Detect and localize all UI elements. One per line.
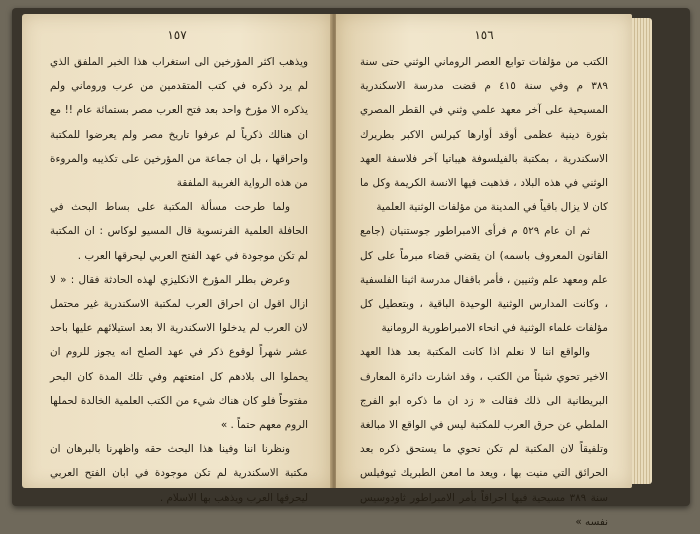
left-page-text	[50, 50, 308, 510]
left-page-number: ١٥٧	[167, 28, 187, 42]
right-page-text	[360, 50, 608, 534]
left-paragraph: وعرض بطلر المؤرخ الانكليزي لهذه الحادثة فقال : « لا ازال اقول ان احراق العرب لمكتبة الاسكندرية غير محتمل لان العرب لم يدخلوا الاسكندرية الا بعد استيلائهم عليها باحد عشر شهراً لوقوع ذكر في عهد الصلح انه يجوز للروم ان يحملوا الى بلادهم كل امتعتهم وفي تلك المدة كان البحر مفتوحاً فلو كان هناك شيء من الكتب العلمية الخالدة لحملها الروم معهم حتماً . »	[50, 273, 308, 432]
left-paragraph: ولما طرحت مسألة المكتبة على بساط البحث في الحافلة العلمية الفرنسوية قال المسيو لوكاس : ان المكتبة لم تكن موجودة في عهد الفتح العربي ليحرقها العرب .	[50, 201, 308, 262]
left-page	[22, 14, 332, 504]
right-paragraph: والواقع اننا لا نعلم اذا كانت المكتبة بعد هذا العهد الاخير تحوي شيئاً من الكتب ، وقد اشارت دائرة المعارف البريطانية الى ذلك فقالت « زد ان ما ذكره ابو الفرج الملطي عن حرق العرب للمكتبة ليس في الواقع الا مبالغة وتلفيقاً لان المكتبة لم تكن تحوي ما يستحق ذكره بعد الحرائق التي منيت بها ، ويعد ما امعن الطبريك ثيوفيلس سنة ٣٨٩ مسيحية فيها احراقاً بأمر الامبراطور ثاودوسيس نفسه »	[360, 346, 609, 528]
left-paragraph: ونظرنا اننا وفينا هذا البحث حقه واظهرنا بالبرهان ان مكتبة الاسكندرية لم تكن موجودة في ابان الفتح العربي ليحرقها العرب ويذهب بها الاسلام .	[50, 443, 308, 504]
right-paragraph: ثم ان عام ٥٢٩ م فرأى الامبراطور جوستنيان (جامع القانون المعروف باسمه) ان يقضي قضاء مبرماً على كل علم ومعهد علم وثنيين ، فأمر باقفال مدرسة اثينا الفلسفية ، وكانت المدارس الوثنية الوحيدة الباقية ، وبتعطيل كل مؤلفات علماء الوثنية في انحاء الامبراطورية الرومانية	[360, 225, 608, 335]
right-paragraph: الكتب من مؤلفات توابع العصر الروماني الوثني حتى سنة ٣٨٩ م وفي سنة ٤١٥ م قضت مدرسة الاسكندرية المسيحية على آخر معهد علمي وثني في القطر المصري بثورة دينية عظمى أوقد أوارها كيرلس الاكبر بطريرك الاسكندرية ، بمكتبة بالفيلسوفة هيباتيا آخر فلاسفة العهد الوثني في هذه البلاد ، فذهبت فيها الانسة الكريمة وكل ما كان لا يزال باقياً في المدينة من مؤلفات الوثنية العلمية	[360, 56, 609, 214]
left-paragraph: ويذهب اكثر المؤرخين الى استغراب هذا الخبر الملفق الذي لم يرد ذكره في كتب المتقدمين من عرب وروماني ولم يذكره الا مؤرخ واحد بعد فتح العرب مصر بستمائة عام !! مع ان هنالك ذكرياً لم عرفوا تاريخ مصر ولم يعرضوا للمكتبة واحراقها ، بل ان جماعة من المؤرخين على تكذيبه والمروءة من هذه الرواية الغريبة الملفقة	[50, 56, 308, 190]
page-edges	[632, 18, 652, 484]
right-page	[336, 14, 632, 528]
right-page-number: ١٥٦	[474, 28, 494, 42]
